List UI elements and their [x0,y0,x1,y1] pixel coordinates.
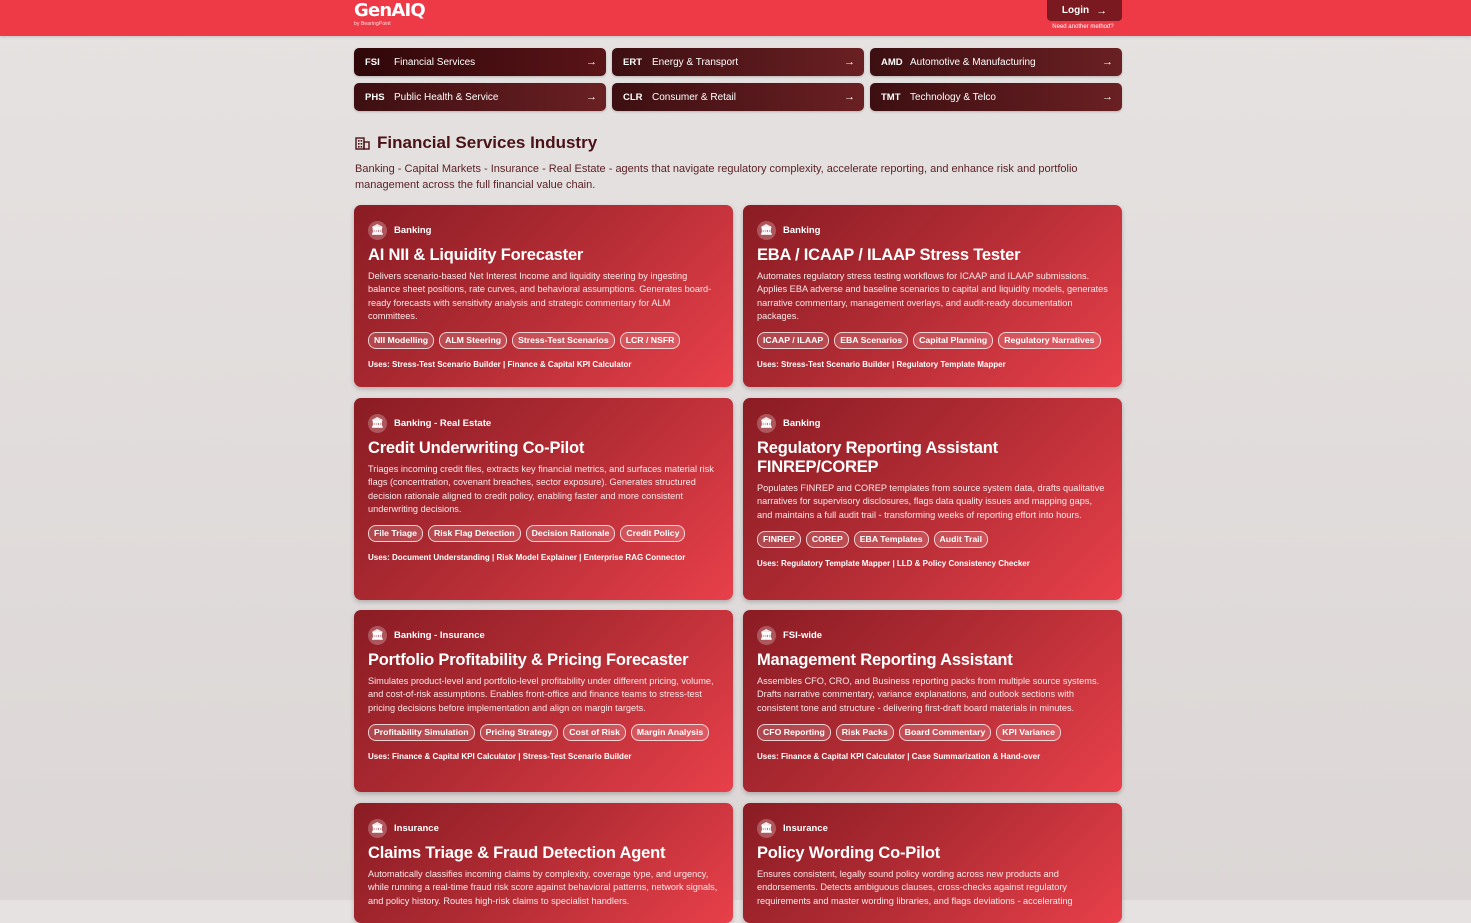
bank-icon: 🏛 [757,414,776,433]
industry-code: FSI [365,56,380,68]
card-description: Ensures consistent, legally sound policy wording across new products and endorsements. Detects ambiguous clauses, cross-checks against regulatory requirements and master wording libraries, and flags deviations - accelerating [757,869,1073,906]
card-tag: Cost of Risk [563,724,626,741]
card-uses: Uses: Finance & Capital KPI Calculator | Stress-Test Scenario Builder [368,751,632,761]
card-tag: Credit Policy [620,525,685,542]
card-description: Triages incoming credit files, extracts key financial metrics, and surfaces material risk flags (concentration, covenant breaches, sector exposure). Generates structured decision rationale aligned to credit policy, enabling faster and more consistent underwriting decisions. [368,464,714,514]
agent-card[interactable] [354,205,733,387]
card-tags [757,332,1108,349]
industry-code: ERT [623,56,642,68]
industry-fsi-button[interactable] [354,48,606,76]
card-tag: Margin Analysis [631,724,709,741]
industry-ert-button[interactable] [612,48,864,76]
industry-code: AMD [881,56,903,68]
brand-logo[interactable] [354,1,425,27]
brand-name: GenAIQ [354,0,425,21]
page-title: Financial Services Industry [377,133,598,152]
industry-label: Public Health & Service [394,91,499,103]
industry-code: PHS [365,91,385,103]
bank-icon: 🏛 [757,819,776,838]
card-tags [368,525,719,542]
arrow-right-icon: → [1102,56,1113,68]
card-tag: LCR / NSFR [620,332,681,349]
arrow-right-icon: → [844,56,855,68]
bank-icon: 🏛 [368,626,387,645]
agent-card[interactable] [743,803,1122,923]
card-title: EBA / ICAAP / ILAAP Stress Tester [757,246,1021,264]
card-tag: Regulatory Narratives [998,332,1100,349]
card-category-label: Banking - Real Estate [394,418,492,429]
card-tag: Stress-Test Scenarios [512,332,615,349]
card-description: Simulates product-level and portfolio-level profitability under different pricing, volume, and cost-of-risk assumptions. Enables front-office and finance teams to stress-test pricing decisions before implementation and align on margin targets. [368,676,714,713]
card-description: Automatically classifies incoming claims by complexity, coverage type, and urgency, while running a real-time fraud risk score against behavioral patterns, network signals, and policy history. Routes high-risk claims to specialist handlers. [368,869,718,906]
card-tag: Pricing Strategy [480,724,559,741]
arrow-right-icon: → [586,91,597,103]
card-uses: Uses: Document Understanding | Risk Model Explainer | Enterprise RAG Connector [368,553,686,563]
industry-code: CLR [623,91,643,103]
card-category [368,414,719,433]
section-description: Banking - Capital Markets - Insurance - Real Estate - agents that navigate regulatory complexity, accelerate reporting, and enhance risk and portfolio management across the full financial value chain. [355,163,1078,191]
industry-amd-button[interactable] [870,48,1122,76]
brand-tagline: by BearingPoint [354,21,391,27]
card-title: Management Reporting Assistant [757,651,1013,669]
card-description: Populates FINREP and COREP templates from source system data, drafts qualitative narratives for supervisory disclosures, flags data quality issues and mapping gaps, and maintains a full audit trail - transforming weeks of reporting effort into hours. [757,483,1105,520]
card-tag: Audit Trail [934,531,988,548]
card-uses: Uses: Stress-Test Scenario Builder | Regulatory Template Mapper [757,360,1006,370]
card-title: Policy Wording Co-Pilot [757,844,941,862]
card-tag: EBA Templates [854,531,929,548]
agent-card[interactable] [743,610,1122,792]
card-description: Delivers scenario-based Net Interest Income and liquidity steering by ingesting balance sheet positions, rate curves, and behavioral assumptions. Generates board-ready forecasts with sensitivity analysis and strategic commentary for ALM committees. [368,271,712,321]
card-category [368,819,719,838]
bank-icon: 🏛 [368,221,387,240]
card-tags [757,724,1108,741]
industry-nav [354,48,1122,111]
card-category-label: Banking [394,225,432,236]
industry-phs-button[interactable] [354,83,606,111]
card-category-label: Insurance [783,823,828,834]
card-tag: Board Commentary [899,724,992,741]
arrow-right-icon: → [1102,91,1113,103]
bank-icon: 🏛 [757,221,776,240]
card-category [757,819,1108,838]
arrow-right-icon: → [586,56,597,68]
card-title: AI NII & Liquidity Forecaster [368,246,584,264]
section-heading [355,133,597,153]
arrow-right-icon: → [1096,4,1108,17]
card-uses: Uses: Finance & Capital KPI Calculator | Case Summarization & Hand-over [757,751,1041,761]
card-category-label: FSI-wide [783,630,823,641]
card-category-label: Insurance [394,823,439,834]
card-category-label: Banking [783,418,821,429]
industry-code: TMT [881,91,901,103]
agent-card[interactable] [743,205,1122,387]
card-tag: Risk Flag Detection [428,525,521,542]
card-tag: FINREP [757,531,801,548]
building-icon [355,136,370,150]
agent-card[interactable] [354,610,733,792]
card-tag: File Triage [368,525,423,542]
agent-card[interactable] [743,398,1122,600]
card-category [368,626,719,645]
agent-card[interactable] [354,803,733,923]
card-tag: NII Modelling [368,332,434,349]
bank-icon: 🏛 [368,819,387,838]
card-tag: Capital Planning [913,332,993,349]
card-tag: ALM Steering [439,332,507,349]
card-tag: EBA Scenarios [834,332,908,349]
top-header [0,0,1471,36]
login-area [1047,0,1122,30]
card-title: Portfolio Profitability & Pricing Forecaster [368,651,689,669]
card-tags [368,724,719,741]
card-description: Automates regulatory stress testing workflows for ICAAP and ILAAP submissions. Applies EBA adverse and baseline scenarios to capital and liquidity models, generates narrative commentary, management overlays, and audit-ready documentation packages. [757,271,1108,321]
card-tag: Decision Rationale [526,525,616,542]
card-tag: ICAAP / ILAAP [757,332,829,349]
industry-tmt-button[interactable] [870,83,1122,111]
industry-label: Consumer & Retail [652,91,736,103]
card-uses: Uses: Stress-Test Scenario Builder | Finance & Capital KPI Calculator [368,360,632,370]
bank-icon: 🏛 [368,414,387,433]
card-title: Regulatory Reporting Assistant FINREP/COREP [757,439,998,476]
industry-label: Energy & Transport [652,56,739,68]
card-tag: Risk Packs [836,724,894,741]
industry-clr-button[interactable] [612,83,864,111]
agent-card[interactable] [354,398,733,600]
card-category [757,626,1108,645]
card-tags [757,531,1108,548]
industry-label: Automotive & Manufacturing [910,56,1036,68]
card-tag: Profitability Simulation [368,724,475,741]
card-tags [368,332,719,349]
arrow-right-icon: → [844,91,855,103]
bank-icon: 🏛 [757,626,776,645]
card-category [368,221,719,240]
login-label: Login [1061,5,1090,16]
card-category [757,221,1108,240]
card-tag: CFO Reporting [757,724,831,741]
industry-label: Financial Services [394,56,476,68]
card-tag: COREP [806,531,849,548]
card-category-label: Banking - Insurance [394,630,485,641]
card-description: Assembles CFO, CRO, and Business reporting packs from multiple source systems. Drafts narrative commentary, variance explanations, and outlook sections with consistent tone and structure - delivering first-draft board materials in minutes. [757,676,1100,713]
card-category-label: Banking [783,225,821,236]
card-title: Claims Triage & Fraud Detection Agent [368,844,666,862]
card-title: Credit Underwriting Co-Pilot [368,439,585,457]
login-button[interactable] [1047,0,1122,21]
card-uses: Uses: Regulatory Template Mapper | LLD & Policy Consistency Checker [757,558,1030,568]
card-category [757,414,1108,433]
industry-label: Technology & Telco [910,91,996,103]
card-tag: KPI Variance [996,724,1061,741]
alt-login-link[interactable]: Need another method? [1052,24,1114,30]
